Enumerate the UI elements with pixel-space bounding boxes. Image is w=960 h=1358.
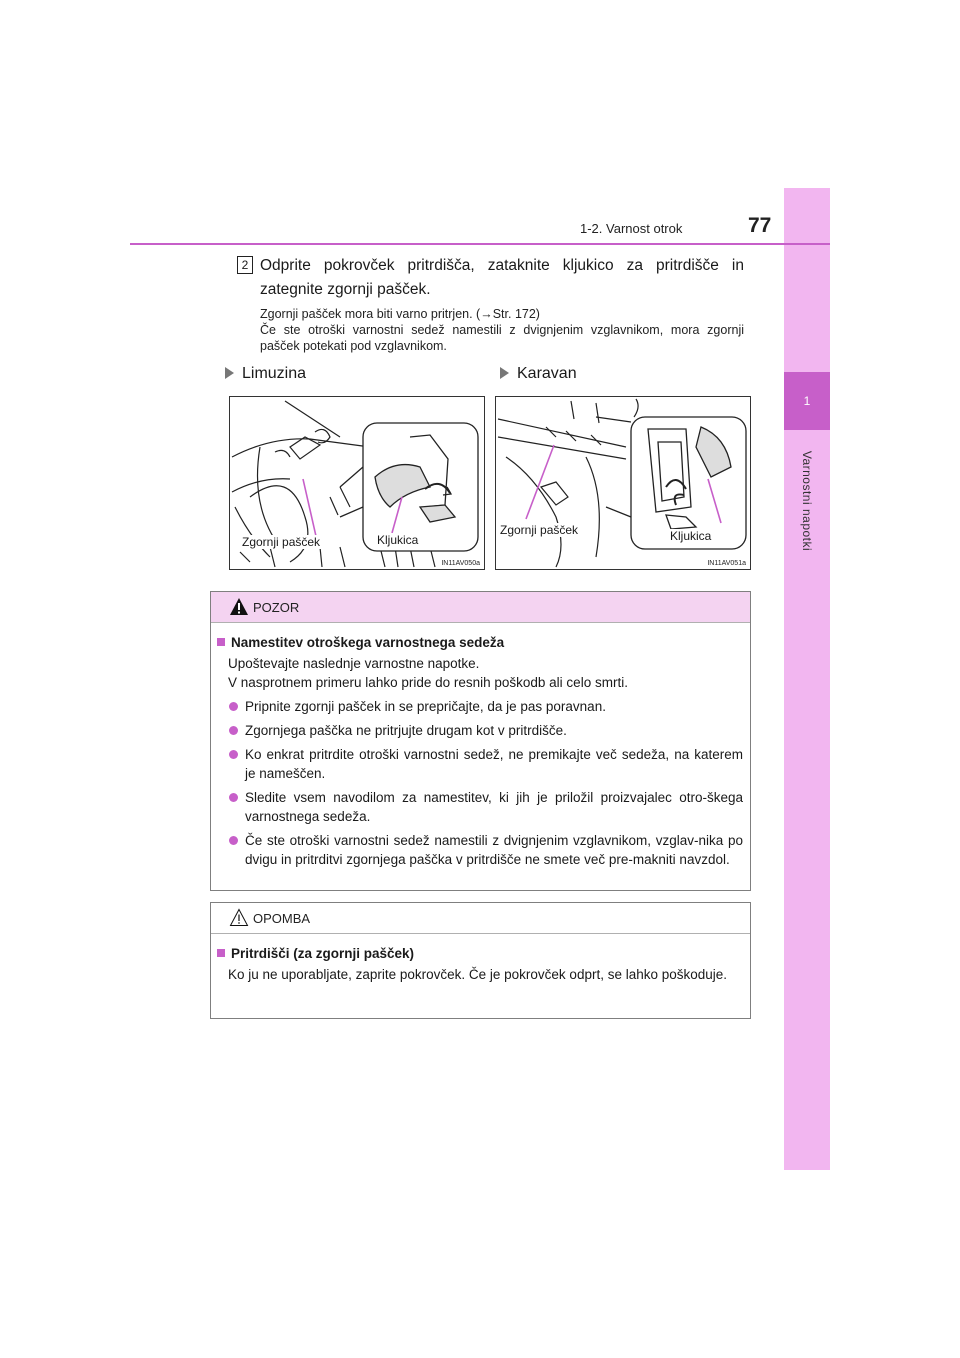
variant-sedan-text: Limuzina xyxy=(242,365,307,382)
warning-intro-line-1: Upoštevajte naslednje varnostne napotke. xyxy=(228,656,480,671)
header-rule xyxy=(130,243,830,245)
warning-bullet-text: Ko enkrat pritrdite otroški varnostni sedež, ne premikajte več sedeža, na katerem je nameščen. xyxy=(245,747,743,781)
wagon-figure-code: IN11AV051a xyxy=(707,560,746,567)
chapter-title-vertical xyxy=(784,438,830,568)
notice-title: OPOMBA xyxy=(253,911,311,926)
step-note-line-2: Če ste otroški varnostni sedež namestili z dvignjenim vzglavnikom, mora zgornji pašček potekati pod vzglavnikom. xyxy=(260,323,744,353)
warning-intro xyxy=(217,654,743,692)
sedan-figure-code: IN11AV050a xyxy=(441,560,480,567)
warning-heading-text: Namestitev otroškega varnostnega sedeža xyxy=(231,635,505,650)
warning-heading xyxy=(217,633,743,652)
notice-box-header xyxy=(211,903,750,934)
variant-wagon-text: Karavan xyxy=(517,365,577,382)
bullet-dot-icon xyxy=(229,836,238,845)
sedan-callout-hook: Kljukica xyxy=(377,533,419,547)
warning-intro-line-2: V nasprotnem primeru lahko pride do resnih poškodb ali celo smrti. xyxy=(228,675,628,690)
triangle-right-icon xyxy=(500,367,509,379)
bullet-dot-icon xyxy=(229,726,238,735)
warning-title: POZOR xyxy=(253,600,300,615)
warning-bullet-text: Pripnite zgornji pašček in se prepričajte, da je pas poravnan. xyxy=(245,699,606,714)
chapter-side-tab xyxy=(784,188,830,1170)
step-text: Odprite pokrovček pritrdišča, zataknite kljukico za pritrdišče in zategnite zgornji pašček. xyxy=(260,257,744,298)
notice-body xyxy=(211,934,750,996)
bullet-dot-icon xyxy=(229,750,238,759)
wagon-callout-hook: Kljukica xyxy=(670,529,712,543)
wagon-callout-strap: Zgornji pašček xyxy=(500,523,579,537)
figure-wagon-anchor xyxy=(495,396,751,570)
wagon-anchor-illustration xyxy=(496,397,750,569)
bullet-dot-icon xyxy=(229,793,238,802)
warning-box xyxy=(210,591,751,891)
notice-triangle-icon xyxy=(229,908,249,927)
section-title: 1-2. Varnost otrok xyxy=(580,221,683,236)
sedan-callout-strap: Zgornji pašček xyxy=(242,535,321,549)
warning-bullet xyxy=(217,697,743,716)
warning-bullet xyxy=(217,788,743,826)
chapter-title: Varnostni napotki xyxy=(800,450,814,552)
notice-heading xyxy=(217,944,743,963)
step-note xyxy=(260,306,744,354)
square-bullet-icon xyxy=(217,638,225,646)
warning-bullet-text: Če ste otroški varnostni sedež namestili z dvignjenim vzglavnikom, vzglav-nika po dvigu in pritrditvi zgornjega paščka v pritrdišče ne smete več pre-makniti navzdol. xyxy=(245,833,743,867)
warning-body xyxy=(211,623,750,881)
notice-box xyxy=(210,902,751,1019)
warning-triangle-icon xyxy=(229,597,249,616)
warning-bullet-text: Sledite vsem navodilom za namestitev, ki jih je priložil proizvajalec otro-škega varnostnega sedeža. xyxy=(245,790,743,824)
variant-wagon-label xyxy=(500,365,577,383)
warning-bullet xyxy=(217,721,743,740)
triangle-right-icon xyxy=(225,367,234,379)
warning-bullet-text: Zgornjega paščka ne pritrjujte drugam kot v pritrdišče. xyxy=(245,723,567,738)
step-note-line-1: Zgornji pašček mora biti varno pritrjen. (→Str. 172) xyxy=(260,307,540,321)
notice-heading-text: Pritrdišči (za zgornji pašček) xyxy=(231,946,415,961)
warning-bullet xyxy=(217,745,743,783)
notice-text: Ko ju ne uporabljate, zaprite pokrovček. Če je pokrovček odprt, se lahko poškoduje. xyxy=(228,967,728,982)
square-bullet-icon xyxy=(217,949,225,957)
variant-sedan-label xyxy=(225,365,306,383)
page-number: 77 xyxy=(748,214,772,237)
warning-box-header xyxy=(211,592,750,623)
chapter-number: 1 xyxy=(784,372,830,430)
warning-bullet xyxy=(217,831,743,869)
bullet-dot-icon xyxy=(229,702,238,711)
figure-sedan-anchor xyxy=(229,396,485,570)
step-number: 2 xyxy=(237,256,253,274)
